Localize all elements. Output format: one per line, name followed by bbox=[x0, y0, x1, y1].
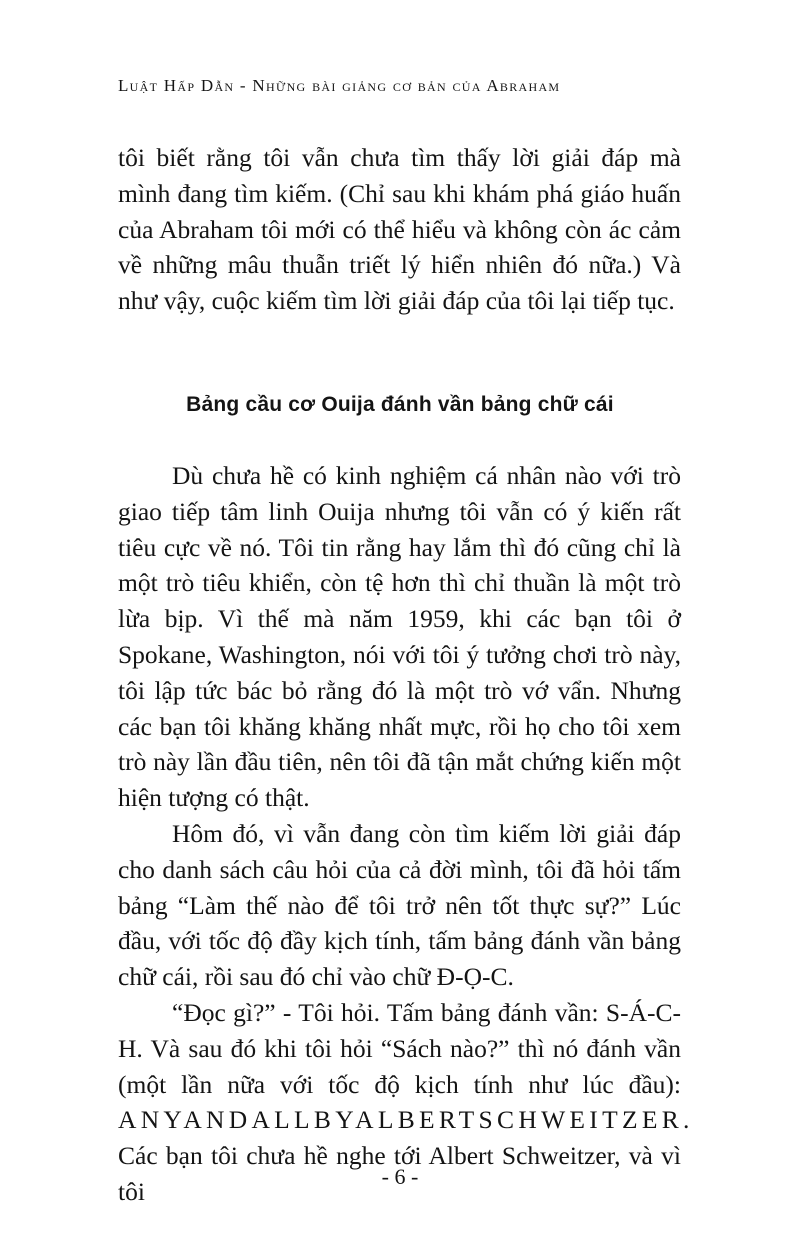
section-text-block bbox=[118, 458, 694, 1210]
intro-text-block bbox=[118, 140, 681, 319]
section-heading: Bảng cầu cơ Ouija đánh vần bảng chữ cái bbox=[186, 393, 614, 416]
paragraph-question: Hôm đó, vì vẫn đang còn tìm kiếm lời giải đáp cho danh sách câu hỏi của cả đời mình, tôi đã hỏi tấm bảng “Làm thế nào để tôi trở nên tốt thực sự?” Lúc đầu, với tốc độ đầy kịch tính, tấm bảng đánh vần bảng chữ cái, rồi sau đó chỉ vào chữ Đ-Ọ-C. bbox=[118, 818, 681, 992]
page-number: - 6 - bbox=[381, 1164, 419, 1189]
spelled-answer: ANYANDALLBYALBERTSCHWEITZER. bbox=[118, 1105, 694, 1135]
intro-paragraph: tôi biết rằng tôi vẫn chưa tìm thấy lời giải đáp mà mình đang tìm kiếm. (Chỉ sau khi khám phá giáo huấn của Abraham tôi mới có thể hiểu và không còn ác cảm về những mâu thuẫn triết lý hiển nhiên đó nữa.) Và như vậy, cuộc kiếm tìm lời giải đáp của tôi lại tiếp tục. bbox=[118, 143, 681, 316]
paragraph-book-answer-start: “Đọc gì?” - Tôi hỏi. Tấm bảng đánh vần: S-Á-C-H. Và sau đó khi tôi hỏi “Sách nào?” thì nó đánh vần (một lần nữa với tốc độ kịch tính như lúc đầu): bbox=[118, 997, 681, 1099]
paragraph-book-answer-end: Các bạn tôi chưa hề nghe tới Albert Schweitzer, và vì tôi bbox=[118, 1141, 681, 1206]
running-header: Luật Hấp Dẫn - Những bài giảng cơ bản của Abraham bbox=[118, 76, 561, 95]
paragraph-ouija-opinion: Dù chưa hề có kinh nghiệm cá nhân nào với trò giao tiếp tâm linh Ouija nhưng tôi vẫn có ý kiến rất tiêu cực về nó. Tôi tin rằng hay lắm thì đó cũng chỉ là một trò tiêu khiển, còn tệ hơn thì chỉ thuần là một trò lừa bịp. Vì thế mà năm 1959, khi các bạn tôi ở Spokane, Washington, nói với tôi ý tưởng chơi trò này, tôi lập tức bác bỏ rằng đó là một trò vớ vẩn. Nhưng các bạn tôi khăng khăng nhất mực, rồi họ cho tôi xem trò này lần đầu tiên, nên tôi đã tận mắt chứng kiến một hiện tượng có thật. bbox=[118, 461, 681, 813]
